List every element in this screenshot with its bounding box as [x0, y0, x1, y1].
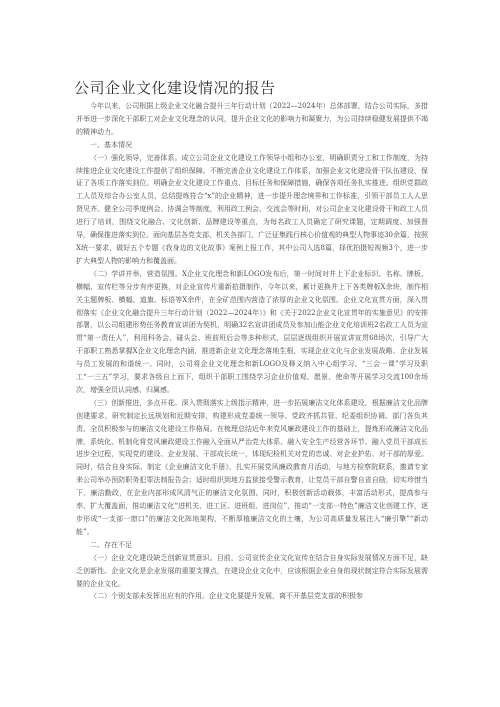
section-heading-basic-situation: 一、基本情况 [90, 140, 132, 149]
intro-paragraph: 今年以来，公司根据上级企业文化融合提升三年行动计划（2022—2024年）总体部署，结合公司实际，多措并举进一步深化干部职工对企业文化理念的认同，提升企业文化的影响力和凝聚力，为公司持续稳健发展提供不竭的精神动力。 [76, 102, 428, 136]
document-title: 公司企业文化建设情况的报告 [74, 79, 276, 97]
document-body [76, 100, 428, 700]
body-paragraph: （二）学讲并举，营造氛围。X企业文化理念和新LOGO发布后，第一时间对井上下企业标识、名称、牌板、横幅、宣传栏等分步有序更换，对企业宣传片重新拍摄制作，今年以来，累计更换井上下各类牌板X余块，制作相关主题牌板、横幅、道旗、标语等X余件，在全矿范围内营造了浓厚的企业文化氛围。企业文化宣贯方面，深入贯彻落实《企业文化融合提升三年行动计划（2022—2024年）》和《关于2022企业文化宣贯年的实施意见》的安排部署，以公司组建形势任务教育宣讲团为契机，明确32名宣讲团成员及参加山能企业文化培训班2名政工人员为宣贯“第一责任人”，利用科务会、碰头会、班前班后会等多种形式，层层逐级组织开展宣讲宣贯68场次，引导广大干部职工熟悉掌握X企业文化理念内涵，推进新企业文化理念落地生根，实现企业文化与企业发展战略、企业发展与员工发展的和谐统一。同时，公司将企业文化理念和新LOGO及释义纳入中心组学习、“三会一课”学习及职工“一三五”学习，要求各级自上而下，组织干部职工围绕学习企业价值观、愿景、使命等开展学习交流100余场次，增强全员认同感、归属感。 [76, 269, 428, 394]
section-heading-shortcomings: 二、存在不足 [90, 540, 132, 549]
body-paragraph: （二）个别支部未发挥出应有的作用。企业文化要提升发展，离不开基层党支部的积极参 [90, 592, 363, 601]
body-paragraph: （一）企业文化建设缺乏创新宣贯意识。目前，公司宣传企业文化宣传在结合自身实际发展情况方面不足，缺乏创新性。企业文化是企业发展的重要支撑点，在建设企业文化中，应该根据企业自身的现状制定符合实际发展需要的企业文化。 [76, 553, 428, 588]
body-paragraph: （一）强化领导，完善体系。成立公司企业文化建设工作领导小组和办公室，明确职责分工和工作制度，为持续推进企业文化建设工作提供了组织保障。不断完善企业文化建设工作体系，加强企业文化建设骨干队伍建设，保证了各项工作落实到位。明确企业文化建设工作重点、目标任务和保障措施，确保各项任务扎实推进。组织党群政工人员及综合办公室人员，总结提炼符合“x”的企业精神，进一步提升理念境界和工作标准，引领干部员工人人思贤见齐。健全公司季度例会、协调会等制度，利用政工例会、交流会等时间，对公司企业文化建设骨干和政工人员进行了培训，围绕文化融合、文化创新、品牌建设等重点，为每名政工人员确定了研究课题，定期调度、加强督导，确保推进落实到位。面向基层各党支部、机关各部门，广泛征集践行核心价值观的典型人物事迹30余篇，按照X统一要求，做好五个专题《我身边的文化故事》案例上报工作，其中公司入选8篇，择优拍摄短视频3个，进一步扩大典型人物的影响力和覆盖面。 [76, 153, 428, 265]
body-paragraph: （三）创新推进，多点开花。深入贯彻落实上级指示精神，进一步拓展廉洁文化体系建设，根据廉洁文化品牌创建要求，研究制定长远规划和近期安排，构建形成党委统一领导、党政齐抓共管、纪委组织协调、部门各负其责、全员积极参与的廉洁文化建设工作格局。在梳理总结近年来党风廉政建设工作的基础上，提炼形成廉洁文化品牌，系统化、机制化将党风廉政建设工作融入全面从严治党大体系、融入安全生产经营各环节、融入党员干部成长进步全过程，实现党的建设、企业发展、干部成长统一，体现纪检机关对党的忠诚、对企业护佑、对干部的厚爱。同时，结合自身实际，制定《企业廉洁文化手册》，扎实开展党风廉政教育月活动，与地方检察院联系，邀请专家来公司举办预防职务犯罪法制报告会；适时组织到地方监狱接受警示教育，让党员干部自警自省自励，切实珍惜当下、廉洁勤政，在企业内部形成风清气正的廉洁文化氛围。同时，积极创新活动载体，丰富活动形式，提高参与率，扩大覆盖面，推动廉洁文化“进机关、进工区、进班组、进岗位”，推动“一支部一特色”廉洁文化创建工作，逐步形成“一支部一窗口”的廉洁文化阵地架构，不断厚植廉洁文化的土壤，为公司高质量发展注入“廉引擎”“新动能”。 [76, 398, 428, 536]
